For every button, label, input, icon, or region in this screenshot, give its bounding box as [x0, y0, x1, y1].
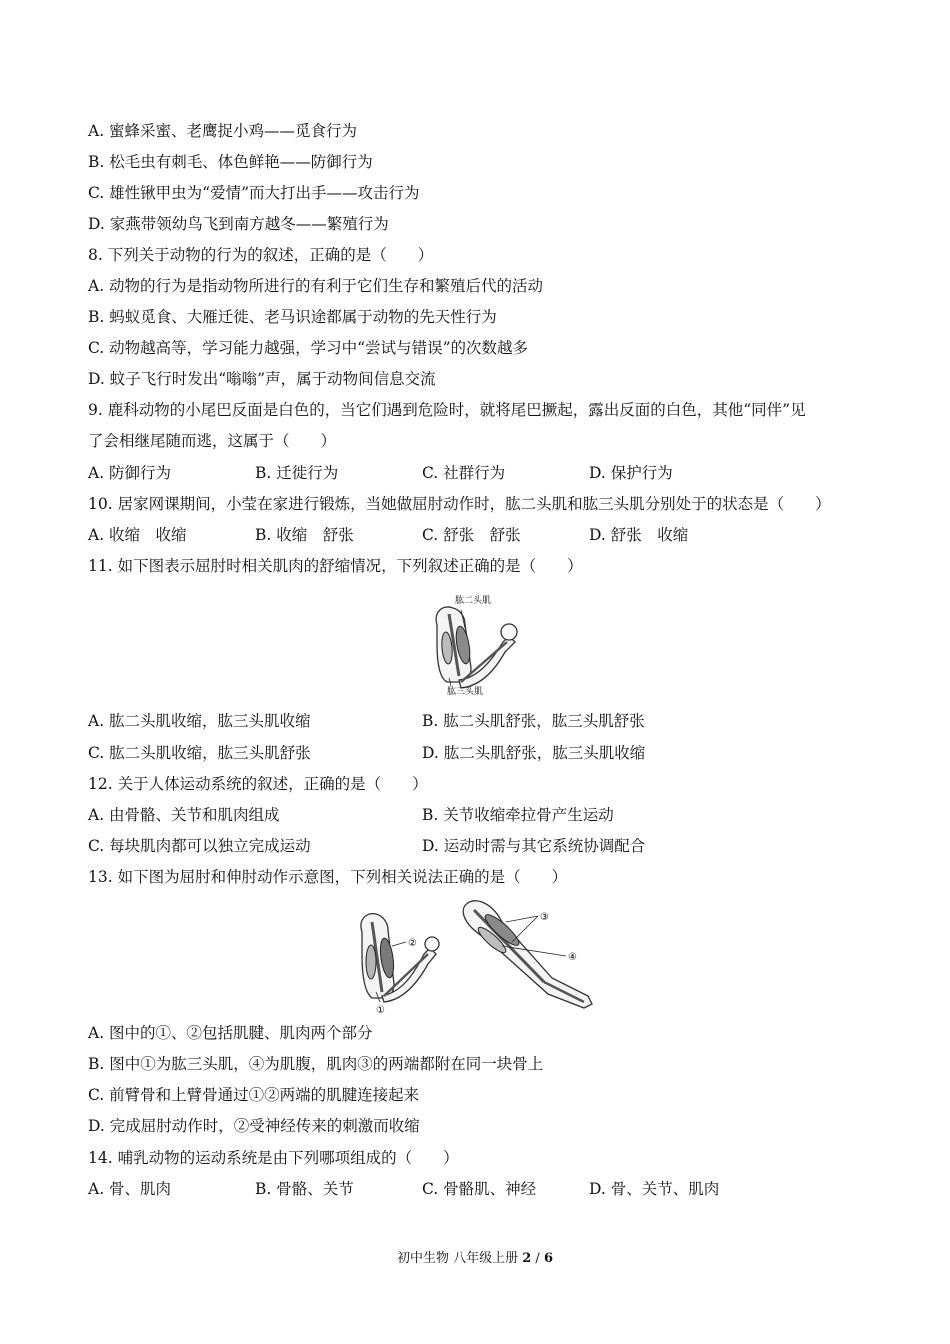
q10-option-a: A. 收缩 收缩	[88, 526, 187, 544]
q10-option-c: C. 舒张 舒张	[422, 526, 521, 544]
q14-option-b: B. 骨骼、关节	[255, 1180, 354, 1198]
page-footer	[0, 1247, 950, 1266]
q11-option-c: C. 肱二头肌收缩，肱三头肌舒张	[88, 744, 311, 762]
label-2: ②	[408, 938, 417, 949]
q12-option-d: D. 运动时需与其它系统协调配合	[422, 837, 646, 855]
q12-option-a: A. 由骨骼、关节和肌肉组成	[88, 806, 280, 824]
q14-option-d: D. 骨、关节、肌肉	[589, 1180, 720, 1198]
q13-option-b: B. 图中①为肱三头肌，④为肌腹，肌肉③的两端都附在同一块骨上	[88, 1055, 544, 1073]
q7-option-d: D. 家燕带领幼鸟飞到南方越冬——繁殖行为	[88, 215, 389, 233]
label-1: ①	[376, 1005, 385, 1014]
q8-option-d: D. 蚊子飞行时发出“嗡嗡”声，属于动物间信息交流	[88, 370, 436, 388]
page-separator: /	[531, 1251, 544, 1266]
flex-extend-illustration	[352, 896, 602, 1014]
q13-option-a: A. 图中的①、②包括肌腱、肌肉两个部分	[88, 1024, 373, 1042]
q11-option-d: D. 肱二头肌舒张，肱三头肌收缩	[422, 744, 646, 762]
q11-stem: 11. 如下图表示屈肘时相关肌肉的舒缩情况，下列叙述正确的是（ ）	[88, 557, 583, 575]
q14-option-c: C. 骨骼肌、神经	[422, 1180, 537, 1198]
footer-title: 初中生物 八年级上册	[396, 1251, 523, 1266]
q9-option-c: C. 社群行为	[422, 464, 506, 482]
q10-option-d: D. 舒张 收缩	[589, 526, 689, 544]
biceps-label: 肱二头肌	[455, 596, 492, 606]
q8-option-c: C. 动物越高等，学习能力越强，学习中“尝试与错误”的次数越多	[88, 339, 529, 357]
q8-stem: 8. 下列关于动物的行为的叙述，正确的是（ ）	[88, 246, 434, 264]
q12-option-b: B. 关节收缩牵拉骨产生运动	[422, 806, 614, 824]
triceps-label: 肱三头肌	[447, 687, 484, 695]
q13-option-d: D. 完成屈肘动作时，②受神经传来的刺激而收缩	[88, 1117, 420, 1135]
page-number: 2	[522, 1251, 532, 1266]
q11-arm-figure	[425, 590, 525, 695]
page-total: 6	[543, 1251, 553, 1266]
q13-arm-figures	[352, 896, 602, 1014]
q11-option-a: A. 肱二头肌收缩，肱三头肌收缩	[88, 712, 311, 730]
label-3: ③	[540, 912, 549, 923]
q9-option-a: A. 防御行为	[88, 464, 172, 482]
label-4: ④	[568, 952, 577, 963]
q12-stem: 12. 关于人体运动系统的叙述，正确的是（ ）	[88, 775, 428, 793]
q10-option-b: B. 收缩 舒张	[255, 526, 354, 544]
q13-option-c: C. 前臂骨和上臂骨通过①②两端的肌腱连接起来	[88, 1086, 420, 1104]
q9-option-b: B. 迁徙行为	[255, 464, 339, 482]
q12-option-c: C. 每块肌肉都可以独立完成运动	[88, 837, 311, 855]
q9-option-d: D. 保护行为	[589, 464, 673, 482]
q9-stem-line2: 了会相继尾随而逃，这属于（ ）	[88, 432, 337, 450]
q9-stem-line1: 9. 鹿科动物的小尾巴反面是白色的，当它们遇到危险时，就将尾巴撅起，露出反面的白色，其他“同伴”见	[88, 401, 806, 419]
q10-stem: 10. 居家网课期间，小莹在家进行锻炼，当她做屈肘动作时，肱二头肌和肱三头肌分别处于的状态是（ ）	[88, 495, 831, 513]
q14-stem: 14. 哺乳动物的运动系统是由下列哪项组成的（ ）	[88, 1149, 459, 1167]
q7-option-b: B. 松毛虫有刺毛、体色鲜艳——防御行为	[88, 153, 373, 171]
q7-option-c: C. 雄性锹甲虫为“爱情”而大打出手——攻击行为	[88, 184, 420, 202]
q8-option-a: A. 动物的行为是指动物所进行的有利于它们生存和繁殖后代的活动	[88, 277, 544, 295]
q7-option-a: A. 蜜蜂采蜜、老鹰捉小鸡——觅食行为	[88, 122, 358, 140]
flexed-arm-illustration	[425, 590, 525, 695]
q14-option-a: A. 骨、肌肉	[88, 1180, 172, 1198]
q8-option-b: B. 蚂蚁觅食、大雁迁徙、老马识途都属于动物的先天性行为	[88, 308, 497, 326]
q11-option-b: B. 肱二头肌舒张，肱三头肌舒张	[422, 712, 645, 730]
q13-stem: 13. 如下图为屈肘和伸肘动作示意图，下列相关说法正确的是（ ）	[88, 868, 568, 886]
